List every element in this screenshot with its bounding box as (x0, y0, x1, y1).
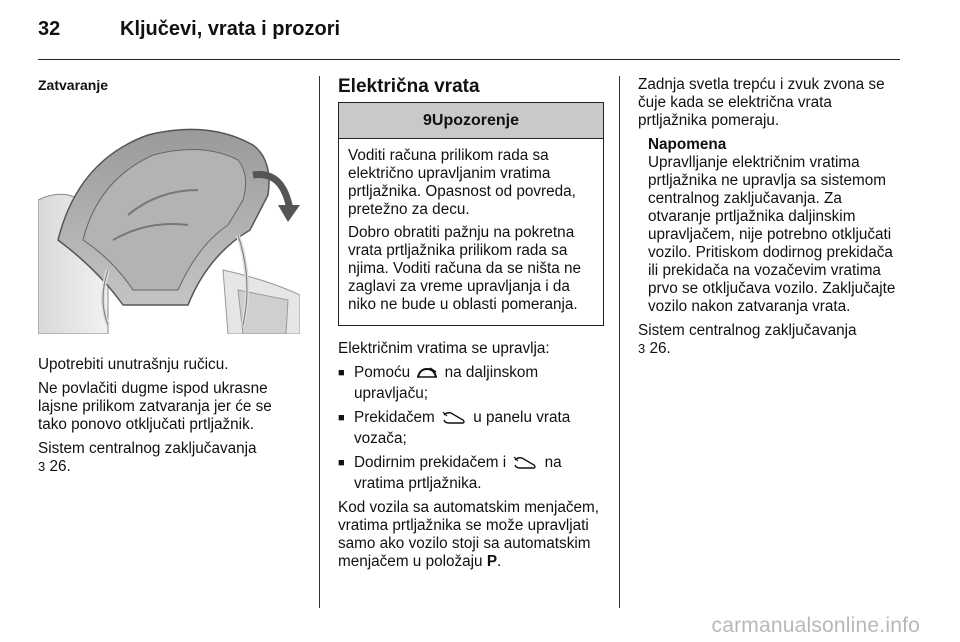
bullet-text: Dodirnim prekidačem i (354, 454, 507, 471)
page-arrow-icon: 3 (638, 341, 646, 356)
paragraph-lights-chime: Zadnja svetla trepću i zvuk zvona se čuje kada se električna vrata prtljažnika pomeraju. (638, 76, 885, 129)
warning-triangle-icon: 9 (422, 112, 432, 129)
list-item (338, 454, 604, 493)
tailgate-illustration (38, 120, 300, 334)
warning-header (339, 103, 603, 139)
note-text: Upravlljanje električnim vratima prtljažnika ne upravlja sa sistemom centralnog zaključavanja. Za otvaranje prtljažnika daljinskim upravljačem, nije potrebno otključati vozilo. Pritiskom dodirnog prekidača ili prekidača na vozačevim vratima prvo se otključava vozilo. Zaključajte vozilo nakon zatvaranja vrata. (648, 154, 896, 315)
column-divider-2 (619, 76, 620, 608)
paragraph-do-not-pull: Ne povlačiti dugme ispod ukrasne lajsne prilikom zatvaranja jer će se tako ponovo otključati prtljažnik. (38, 380, 272, 433)
column-right (638, 76, 904, 364)
section-heading-power-tailgate: Električna vrata (338, 76, 480, 97)
tailgate-switch-icon (512, 456, 538, 475)
chapter-title: Ključevi, vrata i prozori (120, 18, 341, 40)
tailgate-drawing (38, 120, 300, 334)
warning-body (339, 139, 603, 325)
column-divider-1 (319, 76, 320, 608)
page-arrow-icon: 3 (38, 459, 46, 474)
reference-page: 26. (49, 458, 71, 475)
bullet-text: na daljinskom upravljaču; (354, 364, 539, 402)
bullet-text: Prekidačem (354, 409, 435, 426)
bullet-text: Pomoću (354, 364, 411, 381)
watermark: carmanualsonline.info (711, 614, 920, 637)
reference-page: 26. (649, 340, 671, 357)
bullet-text: na vratima prtljažnika. (354, 454, 562, 492)
list-item (338, 409, 604, 448)
warning-paragraph: Voditi računa prilikom rada sa električno upravljanim vratima prtljažnika. Opasnost od povreda, pretežno za decu. (348, 147, 576, 218)
list-item (338, 364, 604, 403)
warning-box (338, 102, 604, 326)
page-number: 32 (38, 18, 61, 40)
cross-reference-central-locking[interactable] (38, 440, 300, 476)
note-title: Napomena (648, 136, 727, 153)
reference-text: Sistem centralnog zaključavanja (38, 440, 257, 457)
note-block (638, 136, 904, 316)
subheading-closing: Zatvaranje (38, 77, 109, 93)
automatic-transmission-note (338, 499, 604, 571)
paragraph-text: Kod vozila sa automatskim menjačem, vratima prtljažnika se može upravljati samo ako vozilo stoji sa automatskim menjačem u položaju (338, 499, 600, 570)
header-rule (38, 59, 900, 60)
column-middle (338, 76, 604, 577)
intro-text: Električnim vratima se upravlja: (338, 340, 550, 357)
warning-paragraph: Dobro obratiti pažnju na pokretna vrata prtljažnika prilikom rada sa njima. Voditi računa da se ništa ne zaglavi za vreme upravljanja i da niko ne bude u oblasti pomeranja. (348, 224, 581, 313)
warning-title: Upozorenje (431, 112, 520, 129)
paragraph-end: . (497, 553, 502, 570)
reference-text: Sistem centralnog zaključavanja (638, 322, 857, 339)
cross-reference-central-locking[interactable] (638, 322, 904, 358)
tailgate-switch-icon (441, 411, 467, 430)
bullet-text: u panelu vrata vozača; (354, 409, 571, 447)
paragraph-inner-handle: Upotrebiti unutrašnju ručicu. (38, 356, 229, 373)
gear-position-park: P (486, 553, 498, 570)
column-left (38, 76, 300, 482)
key-fob-icon (416, 366, 438, 385)
